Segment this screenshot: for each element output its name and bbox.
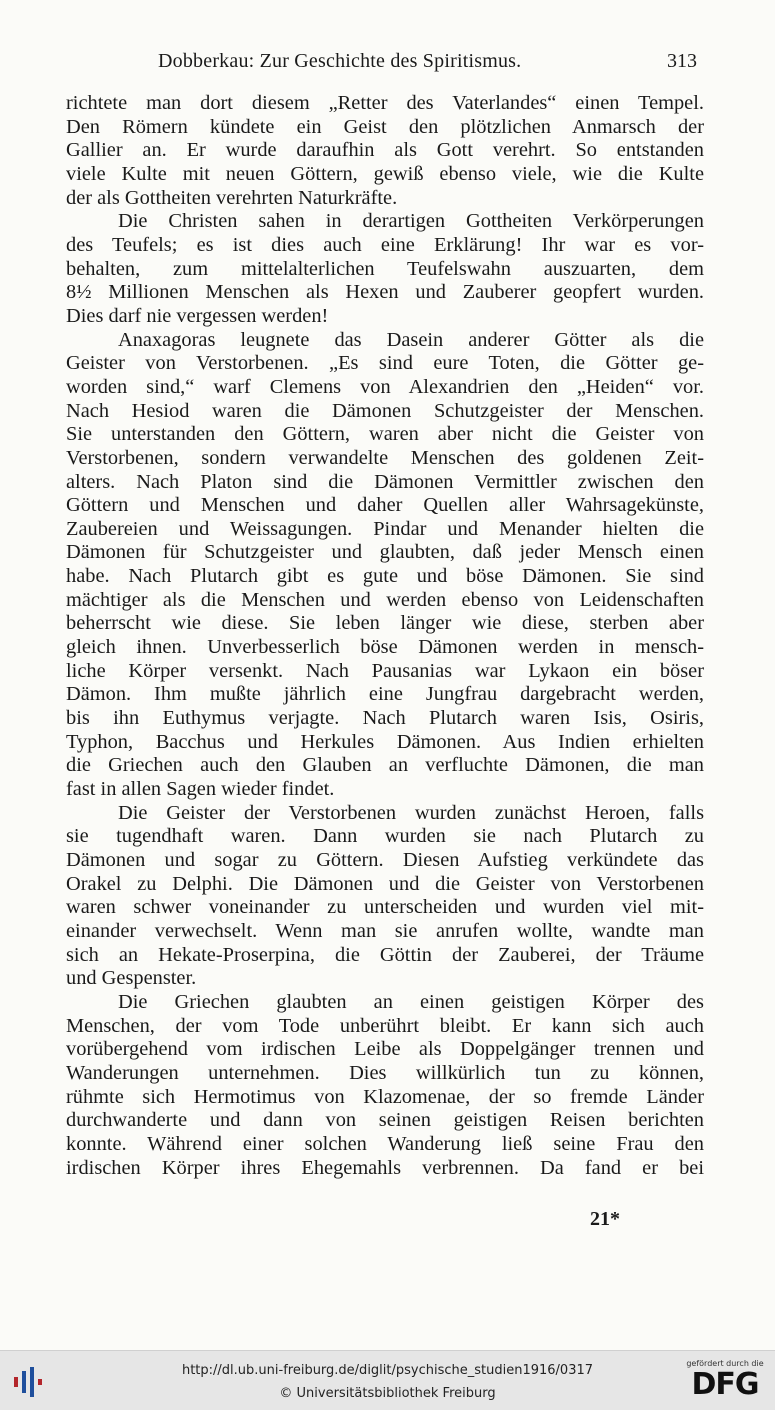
text-line: einander verwechselt. Wenn man sie anrufen wollte, wandte man [66,919,704,942]
text-line: Die Geister der Verstorbenen wurden zunächst Heroen, falls [118,801,704,824]
text-line: gleich ihnen. Unverbesserlich böse Dämonen werden in mensch- [66,636,704,659]
text-line: sich an Hekate-Proserpina, die Göttin der Zauberei, der Träume [66,943,704,966]
text-line: die Griechen auch den Glauben an verfluchte Dämonen, die man [66,754,704,777]
copyright-notice: © Universitätsbibliothek Freiburg [279,1386,496,1401]
text-line: habe. Nach Plutarch gibt es gute und böse Dämonen. Sie sind [66,565,704,588]
text-line: worden sind,“ warf Clemens von Alexandrien den „Heiden“ vor. [66,375,704,398]
text-line: liche Körper versenkt. Nach Pausanias war Lykaon ein böser [66,659,704,682]
text-line: Geister von Verstorbenen. „Es sind eure Toten, die Götter ge- [66,352,704,375]
text-line: der als Gottheiten verehrten Naturkräfte. [66,186,398,209]
text-line: richtete man dort diesem „Retter des Vaterlandes“ einen Tempel. [66,92,704,114]
text-line: vorübergehend vom irdischen Leibe als Doppelgänger trennen und [66,1038,704,1061]
text-line: 8½ Millionen Menschen als Hexen und Zauberer geopfert wurden. [66,281,704,304]
dfg-funding-badge [685,1359,765,1405]
text-line: fast in allen Sagen wieder findet. [66,778,335,801]
text-line: Die Christen sahen in derartigen Gottheiten Verkörperungen [118,210,704,233]
text-line: Göttern und Menschen und daher Quellen aller Wahrsagekünste, [66,494,704,517]
text-line: Verstorbenen, sondern verwandelte Menschen des goldenen Zeit- [66,446,704,469]
text-line: Menschen, der vom Tode unberührt bleibt. Er kann sich auch [66,1014,704,1037]
text-line: und Gespenster. [66,967,197,990]
text-line: Den Römern kündete ein Geist den plötzlichen Anmarsch der [66,115,704,138]
text-line: Gallier an. Er wurde daraufhin als Gott verehrt. So entstanden [66,139,704,162]
text-line: Nach Hesiod waren die Dämonen Schutzgeister der Menschen. [66,399,704,422]
running-head [66,50,700,80]
source-url-link[interactable]: http://dl.ub.uni-freiburg.de/diglit/psychische_studien1916/0317 [181,1363,594,1378]
text-line: Die Griechen glaubten an einen geistigen Körper des [118,990,704,1013]
text-line: Anaxagoras leugnete das Dasein anderer Götter als die [118,328,704,351]
text-line: konnte. Während einer solchen Wanderung ließ seine Frau den [66,1132,704,1155]
page-number: 313 [667,50,697,72]
text-line: viele Kulte mit neuen Göttern, gewiß ebenso viele, wie die Kulte [66,162,704,185]
text-line: Dies darf nie vergessen werden! [66,304,329,327]
text-line: waren schwer voneinander zu unterscheiden und wurden viel mit- [66,896,704,919]
text-line: Orakel zu Delphi. Die Dämonen und die Geister von Verstorbenen [66,872,704,895]
text-line: des Teufels; es ist dies auch eine Erklärung! Ihr war es vor- [66,233,704,256]
running-title: Dobberkau: Zur Geschichte des Spiritismus. [158,50,522,72]
text-line: Typhon, Bacchus und Herkules Dämonen. Aus Indien erhielten [66,730,704,753]
text-line: Wanderungen unternehmen. Dies willkürlich tun zu können, [66,1061,704,1084]
text-line: irdischen Körper ihres Ehegemahls verbrennen. Da fand er bei [66,1156,704,1179]
viewer-footer [0,1350,775,1410]
body-text [66,92,704,1180]
text-line: Dämonen für Schutzgeister und glaubten, daß jeder Mensch einen [66,541,704,564]
dfg-logo: DFG [691,1367,759,1402]
dfg-caption: gefördert durch die [686,1359,764,1368]
text-line: Sie unterstanden den Göttern, waren aber nicht die Geister von [66,423,704,446]
text-line: rühmte sich Hermotimus von Klazomenae, der so fremde Länder [66,1085,704,1108]
text-line: bis ihn Euthymus verjagte. Nach Plutarch waren Isis, Osiris, [66,707,704,730]
text-line: Dämon. Ihm mußte jährlich eine Jungfrau dargebracht werden, [66,683,704,706]
text-line: alters. Nach Platon sind die Dämonen Vermittler zwischen den [66,470,704,493]
text-line: Dämonen und sogar zu Göttern. Diesen Aufstieg verkündete das [66,849,704,871]
text-line: durchwanderte und dann von seinen geistigen Reisen berichten [66,1109,704,1132]
text-line: sie tugendhaft waren. Dann wurden sie nach Plutarch zu [66,825,704,848]
signature-mark: 21* [590,1208,620,1230]
text-line: mächtiger als die Menschen und werden ebenso von Leidenschaften [66,588,704,611]
text-line: beherrscht wie diese. Sie leben länger wie diese, sterben aber [66,612,704,635]
text-line: behalten, zum mittelalterlichen Teufelswahn auszuarten, dem [66,257,704,280]
text-line: Zaubereien und Weissagungen. Pindar und Menander hielten die [66,517,704,540]
